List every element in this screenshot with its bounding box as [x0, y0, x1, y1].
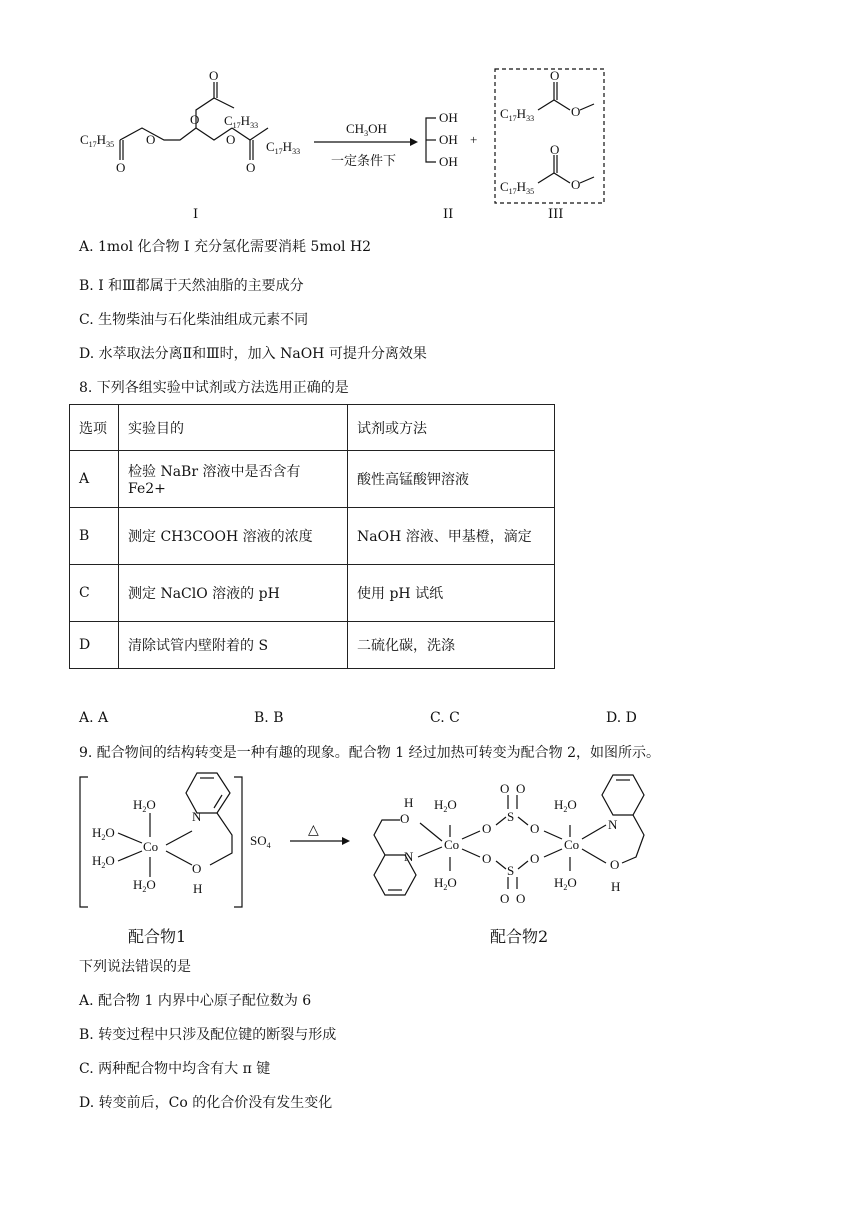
svg-text:O: O [246, 160, 256, 175]
table-header-row [70, 405, 555, 451]
svg-text:C17H33: $C_{17}H_{33}$ [500, 106, 535, 123]
svg-text:O: O [116, 160, 126, 175]
table-row [70, 622, 555, 669]
svg-text:S: S [507, 809, 515, 824]
table-cell: 酸性高锰酸钾溶液 [348, 451, 555, 508]
q7-option-b: B. I 和Ⅲ都属于天然油脂的主要成分 [79, 278, 304, 294]
svg-text:Co: Co [143, 839, 159, 854]
q9-stem: 9. 配合物间的结构转变是一种有趣的现象。配合物 1 经过加热可转变为配合物 2，如图所示。 [79, 745, 660, 761]
svg-text:O: O [610, 857, 620, 872]
svg-text:O: O [530, 821, 540, 836]
svg-text:O: O [550, 68, 560, 83]
q9-option-c: C. 两种配合物中均含有大 π 键 [79, 1061, 271, 1077]
svg-text:S: S [507, 863, 515, 878]
table-cell: B [70, 508, 119, 565]
svg-text:OH: OH [439, 110, 458, 125]
svg-text:N: N [404, 849, 414, 864]
svg-text:O: O [516, 891, 526, 906]
svg-text:O: O [209, 68, 219, 83]
label-compound-I: I [193, 207, 199, 222]
table-cell: 检验 NaBr 溶液中是否含有 Fe2+ [119, 451, 348, 508]
svg-text:H2O: $H_2O$ [554, 797, 577, 814]
svg-text:O: O [226, 132, 236, 147]
chain-c17h35-a: $C_{17}H_{35}$ [80, 132, 115, 149]
svg-text:O: O [146, 132, 156, 147]
q9-question: 下列说法错误的是 [79, 959, 191, 975]
svg-text:C17H33: $C_{17}H_{33}$ [266, 139, 301, 156]
svg-text:OH: OH [439, 132, 458, 147]
svg-text:N: N [192, 809, 202, 824]
svg-text:SO4: $SO_4$ [250, 833, 271, 850]
svg-text:H2O: $H_2O$ [434, 875, 457, 892]
table-header-cell: 选项 [70, 405, 119, 451]
q7-option-a: A. 1mol 化合物 I 充分氢化需要消耗 5mol H2 [79, 239, 372, 255]
svg-text:N: N [608, 817, 618, 832]
svg-text:O: O [192, 861, 202, 876]
svg-text:H2O: $H_2O$ [92, 853, 115, 870]
table-header-cell: 试剂或方法 [348, 405, 555, 451]
q7-option-d: D. 水萃取法分离Ⅱ和Ⅲ时，加入 NaOH 可提升分离效果 [79, 346, 427, 362]
q8-option-b: B. B [254, 710, 284, 726]
svg-text:O: O [500, 781, 510, 796]
label-compound-II: II [443, 207, 454, 222]
svg-text:O: O [482, 851, 492, 866]
svg-text:O: O [482, 821, 492, 836]
svg-text:H2O: $H_2O$ [92, 825, 115, 842]
svg-text:OH: OH [439, 154, 458, 169]
q8-option-c: C. C [430, 710, 460, 726]
table-cell: A [70, 451, 119, 508]
svg-text:H2O: $H_2O$ [554, 875, 577, 892]
svg-text:H: H [193, 881, 203, 896]
table-row [70, 508, 555, 565]
table-row [70, 565, 555, 622]
q8-table [69, 404, 555, 669]
svg-text:H: H [611, 879, 621, 894]
svg-text:O: O [571, 177, 581, 192]
svg-text:H2O: $H_2O$ [133, 797, 156, 814]
reaction-condition: 一定条件下 [331, 154, 397, 169]
table-cell: 清除试管内壁附着的 S [119, 622, 348, 669]
q8-stem: 8. 下列各组实验中试剂或方法选用正确的是 [79, 380, 349, 396]
svg-text:H: H [404, 795, 414, 810]
svg-text:O: O [500, 891, 510, 906]
q9-option-b: B. 转变过程中只涉及配位键的断裂与形成 [79, 1027, 337, 1043]
table-cell: D [70, 622, 119, 669]
q8-option-d: D. D [606, 710, 637, 726]
q9-option-a: A. 配合物 1 内界中心原子配位数为 6 [79, 993, 312, 1009]
table-row [70, 451, 555, 508]
svg-text:O: O [400, 811, 410, 826]
svg-text:CH3OH: $CH_3OH$ [346, 121, 387, 138]
svg-text:O: O [530, 851, 540, 866]
svg-text:C17H33: $C_{17}H_{33}$ [224, 113, 259, 130]
svg-text:Co: Co [444, 837, 460, 852]
table-cell: 测定 CH3COOH 溶液的浓度 [119, 508, 348, 565]
table-header-cell: 实验目的 [119, 405, 348, 451]
svg-text:O: O [516, 781, 526, 796]
complex2-label: 配合物2 [490, 927, 549, 946]
svg-text:H2O: $H_2O$ [133, 877, 156, 894]
reaction-scheme [0, 0, 860, 230]
svg-text:Co: Co [564, 837, 580, 852]
table-cell: C [70, 565, 119, 622]
q8-option-a: A. A [79, 710, 109, 726]
q9-option-d: D. 转变前后，Co 的化合价没有发生变化 [79, 1095, 333, 1111]
svg-text:H2O: $H_2O$ [434, 797, 457, 814]
label-compound-III: III [548, 207, 564, 222]
table-cell: NaOH 溶液、甲基橙，滴定 [348, 508, 555, 565]
svg-text:+: + [470, 132, 478, 147]
table-cell: 二硫化碳，洗涤 [348, 622, 555, 669]
complex-transformation-diagram [0, 765, 860, 920]
svg-text:O: O [190, 112, 200, 127]
table-cell: 测定 NaClO 溶液的 pH [119, 565, 348, 622]
complex1-label: 配合物1 [128, 927, 187, 946]
svg-text:O: O [571, 104, 581, 119]
svg-text:O: O [550, 142, 560, 157]
svg-text:C17H35: $C_{17}H_{35}$ [500, 179, 535, 196]
table-cell: 使用 pH 试纸 [348, 565, 555, 622]
heat-symbol: △ [308, 822, 319, 838]
q7-option-c: C. 生物柴油与石化柴油组成元素不同 [79, 312, 309, 328]
